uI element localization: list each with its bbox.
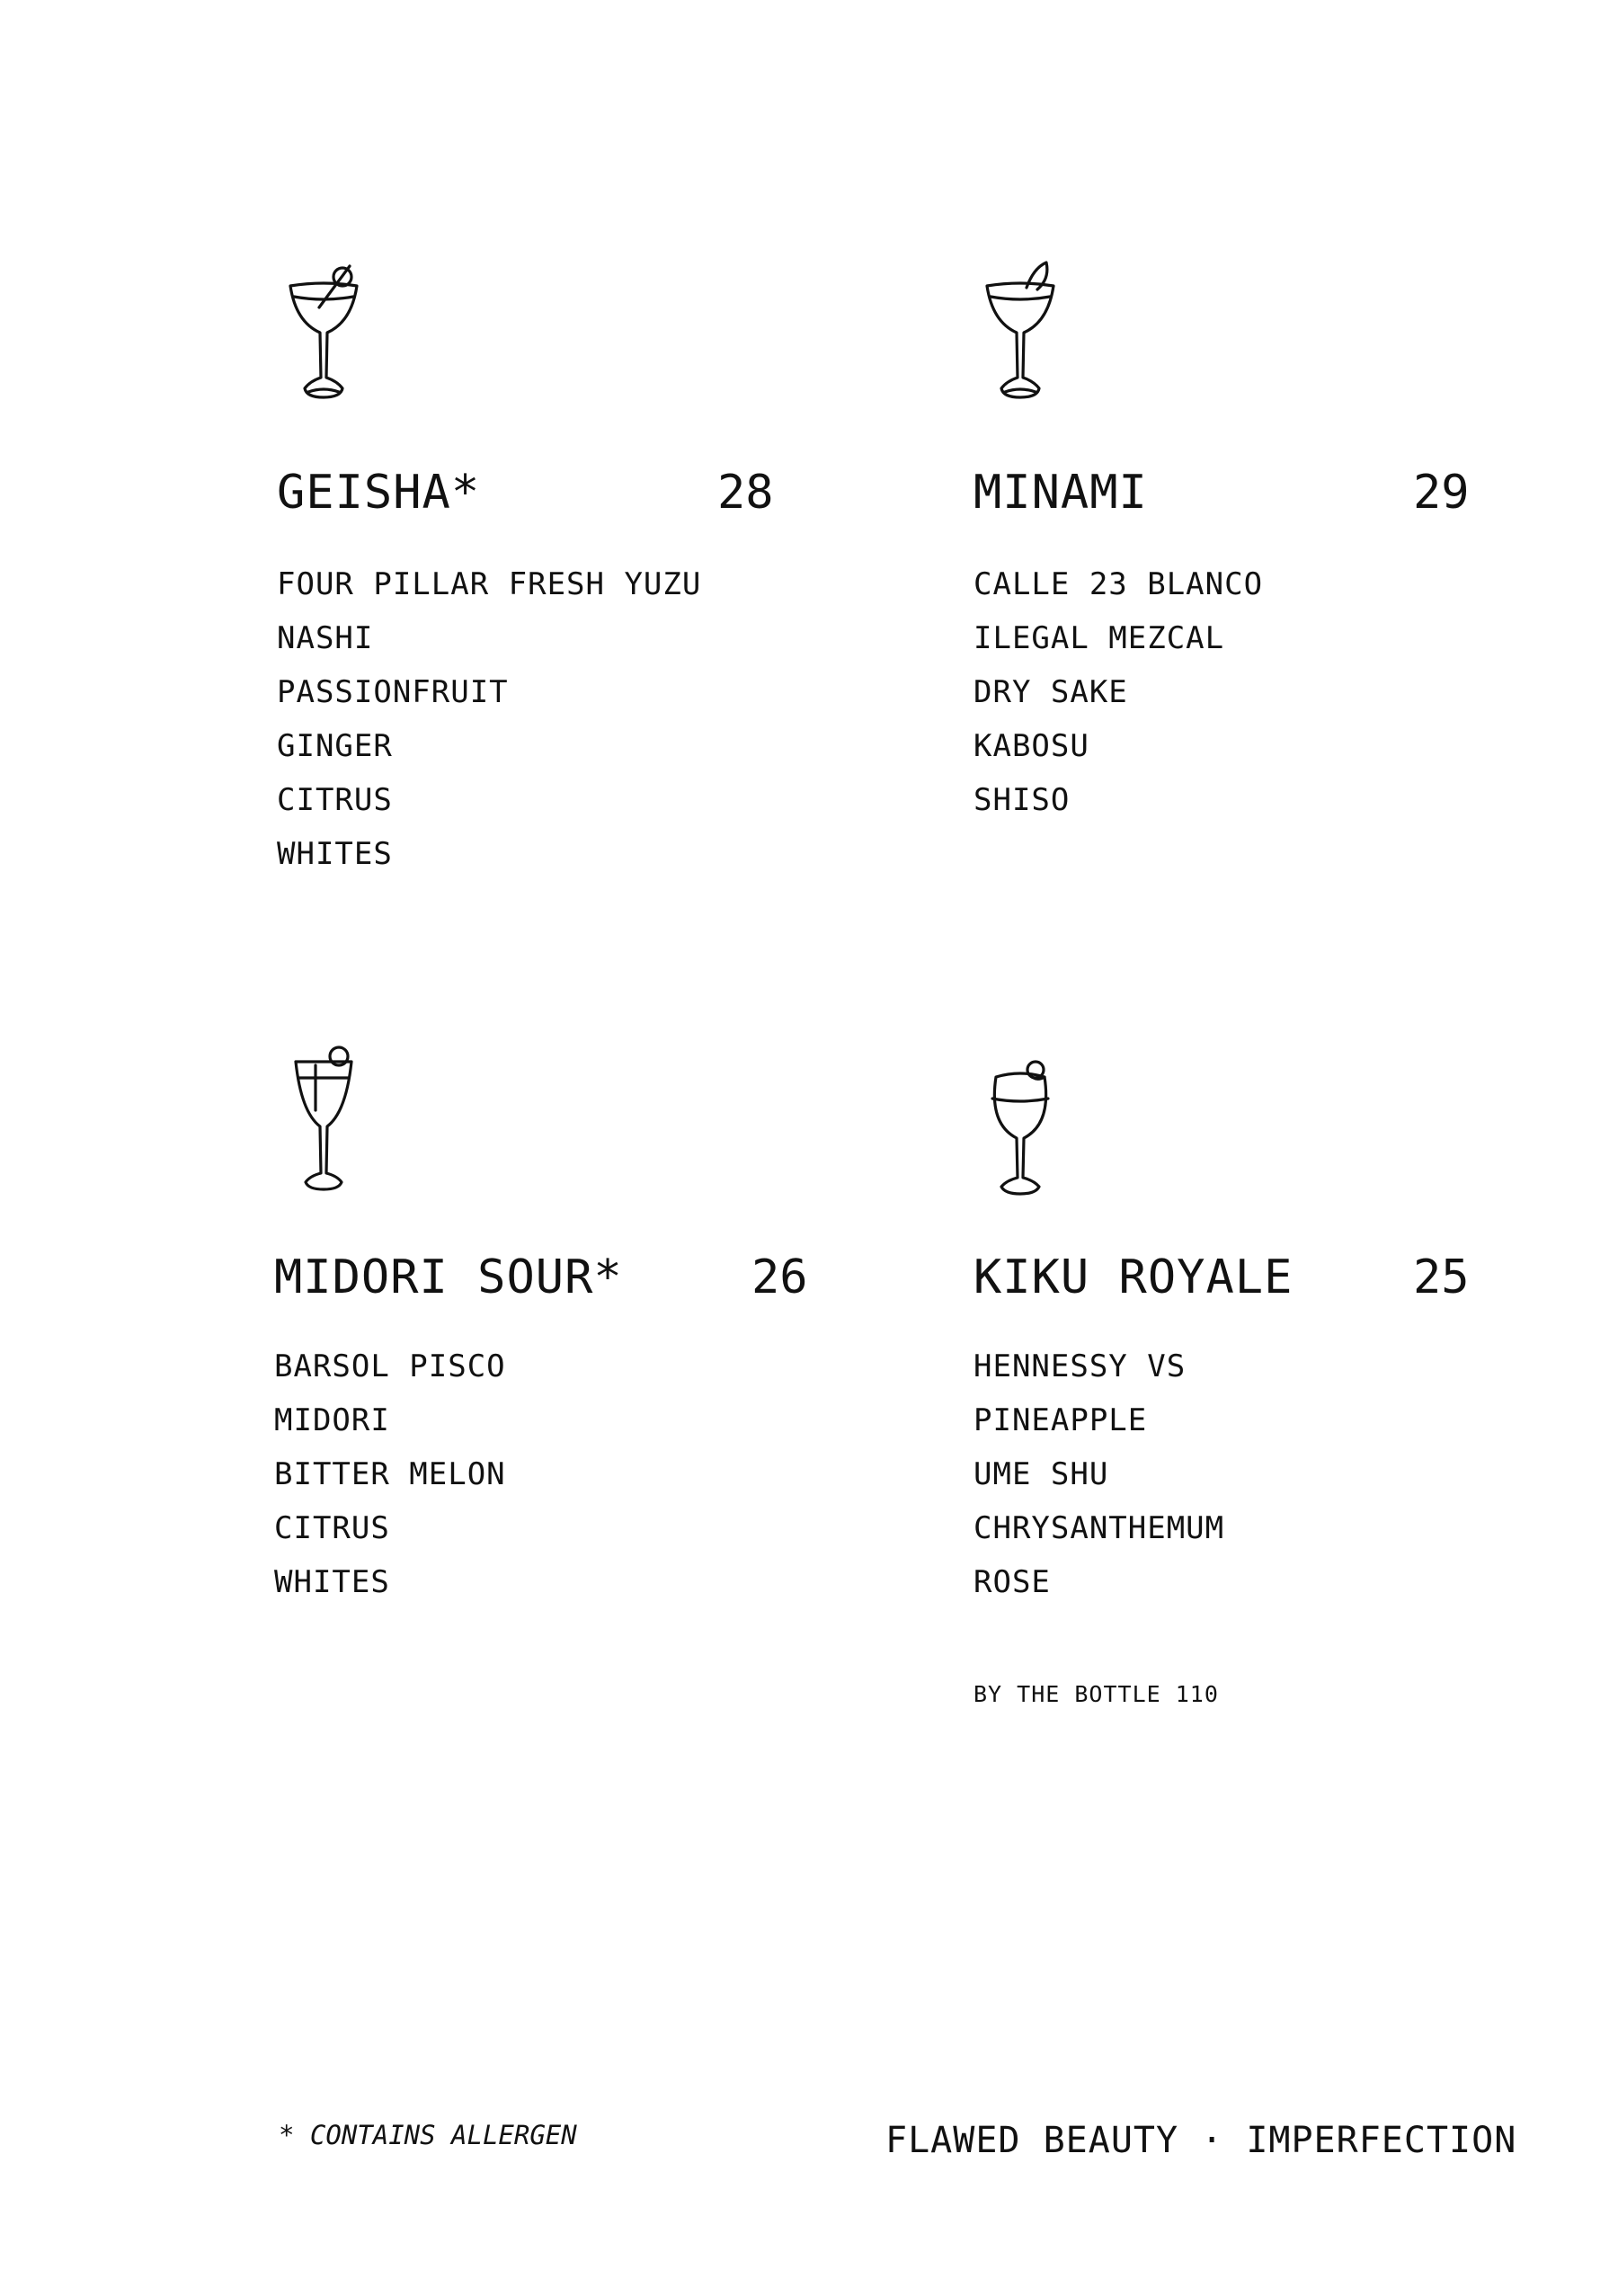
coupe-glass-icon	[980, 261, 1061, 405]
allergen-footnote: * CONTAINS ALLERGEN	[279, 2120, 577, 2150]
drink-name: MIDORI SOUR*	[274, 1250, 623, 1304]
ingredient: NASHI	[277, 620, 374, 656]
menu-tagline: FLAWED BEAUTY · IMPERFECTION	[885, 2120, 1517, 2161]
drink-name: KIKU ROYALE	[973, 1250, 1294, 1304]
ingredient: DRY SAKE	[973, 674, 1128, 710]
drink-price: 28	[717, 466, 774, 520]
ingredient: HENNESSY VS	[973, 1348, 1187, 1384]
ingredient: WHITES	[274, 1564, 390, 1600]
ingredient: FOUR PILLAR FRESH YUZU	[277, 566, 702, 602]
ingredient: CITRUS	[277, 782, 393, 818]
ingredient-list	[973, 557, 1263, 827]
ingredient: ROSE	[973, 1564, 1051, 1600]
ingredient-list	[277, 557, 701, 881]
ingredient: UME SHU	[973, 1456, 1109, 1492]
ingredient: ILEGAL MEZCAL	[973, 620, 1225, 656]
ingredient: MIDORI	[274, 1402, 390, 1438]
drink-name: MINAMI	[973, 466, 1148, 520]
ingredient: CHRYSANTHEMUM	[973, 1510, 1225, 1546]
ingredient: BITTER MELON	[274, 1456, 506, 1492]
ingredient-list	[274, 1339, 506, 1609]
drink-name: GEISHA*	[277, 466, 481, 520]
bottle-price-note: BY THE BOTTLE 110	[973, 1681, 1219, 1707]
ingredient: SHISO	[973, 782, 1071, 818]
ingredient: PINEAPPLE	[973, 1402, 1148, 1438]
wine-glass-icon	[980, 1052, 1061, 1196]
coupe-glass-icon	[283, 261, 364, 405]
ingredient: CITRUS	[274, 1510, 390, 1546]
drink-price: 26	[751, 1250, 808, 1304]
ingredient: PASSIONFRUIT	[277, 674, 509, 710]
ingredient-list	[973, 1339, 1224, 1609]
drink-price: 25	[1413, 1250, 1470, 1304]
ingredient: BARSOL PISCO	[274, 1348, 506, 1384]
nick-and-nora-glass-icon	[283, 1047, 364, 1191]
ingredient: CALLE 23 BLANCO	[973, 566, 1264, 602]
ingredient: WHITES	[277, 836, 393, 872]
drink-price: 29	[1413, 466, 1470, 520]
ingredient: GINGER	[277, 728, 393, 764]
ingredient: KABOSU	[973, 728, 1089, 764]
